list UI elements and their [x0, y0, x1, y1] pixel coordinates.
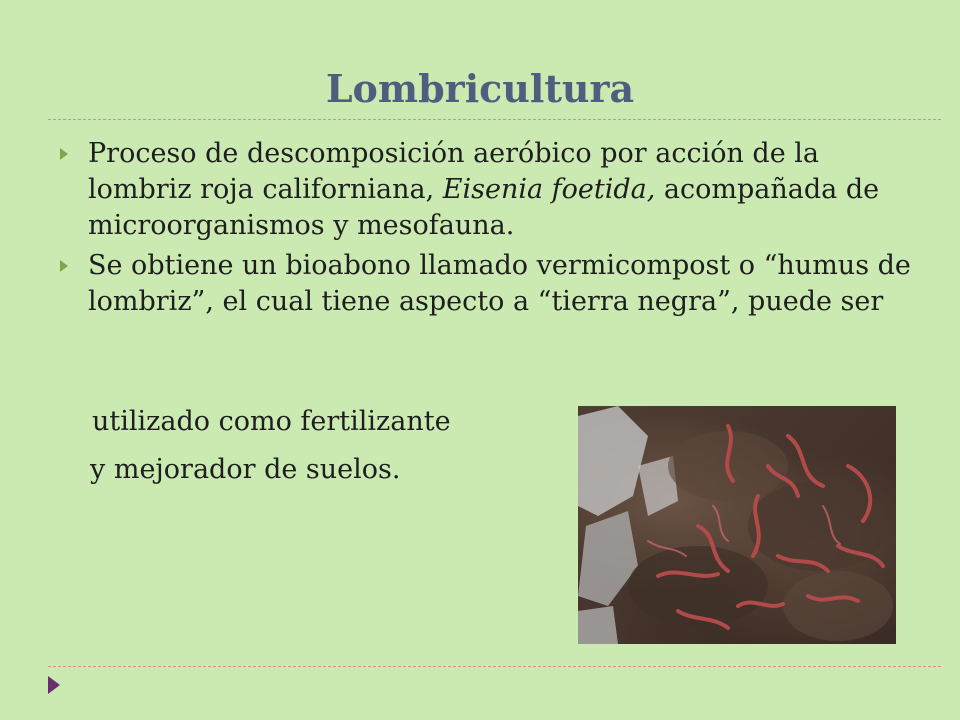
species-name: Eisenia foetida,	[442, 174, 656, 205]
bullet-item	[56, 136, 916, 244]
bullet-text: Proceso de descomposición aeróbico por acción de la lombriz roja californiana, Eisenia foetida, acompañada de microorganismos y mesofauna.	[88, 138, 880, 241]
continuation-line: utilizado como fertilizante	[92, 406, 451, 437]
bullet-list	[56, 136, 916, 324]
next-slide-arrow-icon[interactable]	[48, 676, 60, 694]
bullet-arrow-icon	[60, 260, 68, 272]
footer-divider	[48, 666, 941, 667]
slide-title: Lombricultura	[325, 66, 635, 111]
earthworms-in-compost-photo	[578, 406, 896, 644]
bullet-text: Se obtiene un bioabono llamado vermicompost o “humus de lombriz”, el cual tiene aspecto a “tierra negra”, puede ser	[88, 250, 911, 317]
continuation-line: y mejorador de suelos.	[90, 454, 401, 485]
bullet-item	[56, 248, 916, 320]
title-divider	[48, 119, 941, 120]
bullet-arrow-icon	[60, 148, 68, 160]
